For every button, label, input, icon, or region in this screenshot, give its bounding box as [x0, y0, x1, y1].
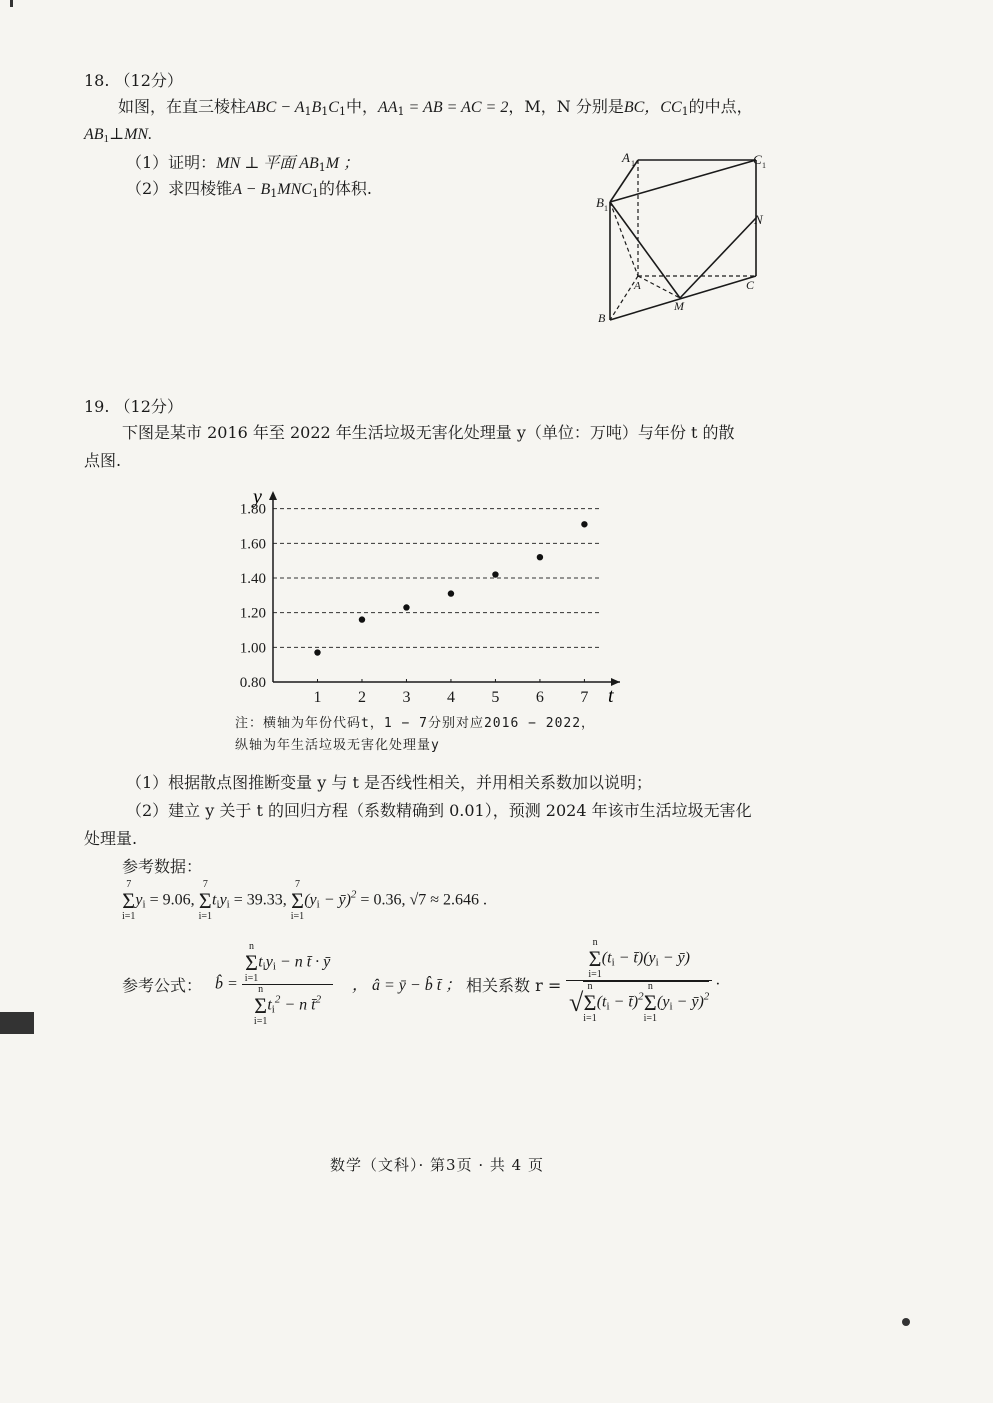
- tick-layer: [240, 502, 589, 706]
- x-tick-label-7: 7: [580, 689, 589, 706]
- sqrt7: √7: [409, 891, 427, 909]
- edge-mn: [680, 218, 756, 298]
- x-axis-label: t: [608, 685, 614, 707]
- q19-part2: （2）建立 y 关于 t 的回归方程（系数精确到 0.01），预测 2024 年该市生活垃圾无害化: [126, 801, 752, 820]
- y-tick-label-0.80: 0.80: [239, 675, 266, 691]
- scan-artifact-dot: [902, 1318, 910, 1326]
- sum-sign-3: 7 Σ i=1: [290, 879, 305, 922]
- r-formula: n Σ i=1 ($t_i$ − $t̄)(y_i$ − ȳ) √ n Σ i=1 ($t_i$ − t̄)$^2$ n Σ i=1 ($y_i$ − ȳ)$^2$ .: [566, 938, 720, 1024]
- q18-part1: （1）证明：MN ⊥ 平面 $AB_1M$ ；: [126, 153, 360, 174]
- data-point-2: [359, 616, 365, 622]
- q19-intro-line1: 下图是某市 2016 年至 2022 年生活垃圾无害化处理量 y（单位：万吨）与年份 t 的散: [122, 423, 735, 442]
- y-tick-label-1.60: 1.60: [239, 536, 266, 553]
- chart-note-line2: 纵轴为年生活垃圾无害化处理量y: [235, 738, 440, 753]
- edge-b1m: [610, 202, 680, 298]
- x-tick-label-4: 4: [446, 689, 455, 706]
- edge-b1a-hidden: [610, 202, 638, 276]
- x-tick-label-2: 2: [357, 689, 366, 706]
- y-tick-label-1.00: 1.00: [239, 640, 266, 657]
- label-a: A: [634, 280, 641, 292]
- ref-formula-label: 参考公式：: [122, 976, 203, 995]
- q18-intro-line1: 如图，在直三棱柱ABC − $A_1B_1C_1$中，$AA_1$ = AB = AC = 2，M，N 分别是BC，$CC_1$的中点，: [118, 97, 753, 118]
- y-axis-arrow: [269, 491, 277, 500]
- label-b1: B: [596, 195, 604, 210]
- label-c1-sub: 1: [762, 161, 766, 170]
- point-layer: [314, 521, 587, 656]
- edge-am-hidden: [638, 276, 680, 298]
- label-a1: A: [622, 150, 630, 165]
- label-b1-sub: 1: [604, 204, 608, 213]
- grid-layer: [273, 509, 600, 648]
- q19-header: 19. （12分）: [84, 397, 183, 416]
- data-point-6: [537, 554, 543, 560]
- scan-artifact-top: [10, 0, 13, 7]
- sum-sign-1: 7 Σ i=1: [122, 879, 136, 922]
- x-tick-label-5: 5: [491, 689, 500, 706]
- label-n: N: [754, 212, 763, 227]
- ref-data-label: 参考数据：: [122, 857, 203, 876]
- data-point-7: [581, 521, 587, 527]
- scatter-chart: [225, 485, 635, 710]
- data-point-4: [448, 590, 454, 596]
- q19-part2-cont: 处理量.: [84, 829, 138, 848]
- x-tick-label-6: 6: [535, 689, 544, 706]
- data-point-3: [403, 604, 409, 610]
- label-b: B: [598, 311, 606, 325]
- y-axis-label: y: [253, 486, 262, 508]
- scan-artifact-left: [0, 1012, 34, 1034]
- sum-sign-2: 7 Σ i=1: [198, 879, 213, 922]
- label-c: C: [746, 278, 755, 292]
- q18-header: 18. （12分）: [84, 71, 183, 90]
- q18-part2: （2）求四棱锥$A - B_1MNC_1$的体积.: [126, 179, 373, 200]
- r-label: 相关系数 r =: [466, 976, 562, 995]
- label-a1-sub: 1: [631, 159, 635, 168]
- b-hat-formula: b̂ = n Σ i=1 $t_iy_i - n$ t̄ · ȳ n Σ i=1 $t_i^2 - n$ t̄$^2$: [215, 942, 333, 1027]
- q19-part1: （1）根据散点图推断变量 y 与 t 是否线性相关，并用相关系数加以说明；: [126, 773, 652, 792]
- label-c1: C: [753, 152, 762, 167]
- label-m: M: [674, 299, 684, 313]
- q18-intro-line2: $AB_1\perp MN$.: [84, 126, 153, 145]
- axis-layer: [269, 491, 620, 686]
- ref-data-row: 7 Σ i=1 $y_i = 9.06$, 7 Σ i=1 $t_iy_i = 39.33$, 7 Σ i=1 ($y_i$ − ȳ)$^2$ = 0.36, √7 ≈ 2.646 .: [122, 879, 488, 922]
- q19-intro-line2: 点图.: [84, 451, 122, 470]
- page-footer: 数学（文科）· 第3页 · 共 4 页: [330, 1156, 544, 1174]
- x-tick-label-1: 1: [313, 689, 322, 706]
- y-tick-label-1.20: 1.20: [239, 605, 266, 622]
- y-tick-label-1.40: 1.40: [239, 571, 266, 587]
- edge-bc: [610, 276, 756, 320]
- data-point-1: [314, 649, 320, 655]
- data-point-5: [492, 571, 498, 577]
- x-tick-label-3: 3: [402, 689, 411, 706]
- prism-figure: [590, 150, 780, 330]
- a-hat-formula: ， â = ȳ − b̂ t̄ ；: [352, 977, 462, 994]
- chart-note-line1: 注：横轴为年份代码t，1 − 7分别对应2016 − 2022，: [235, 716, 596, 731]
- y-tick-label-1.80: 1.80: [239, 501, 266, 518]
